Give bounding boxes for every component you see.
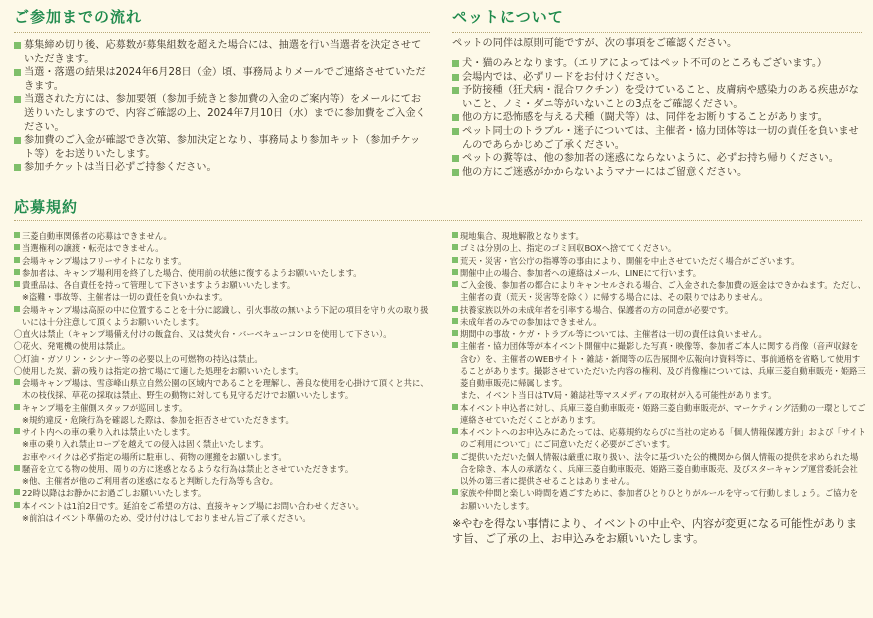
- list-item: ペット同士のトラブル・迷子については、主催者・協力団体等は一切の責任を負いませんのであらかじめご了承ください。: [452, 125, 862, 152]
- list-item: 未成年者のみでの参加はできません。: [452, 316, 866, 328]
- list-item: 扶養家族以外の未成年者を引率する場合、保護者の方の同意が必要です。: [452, 304, 866, 316]
- rules-right-column: [452, 230, 866, 546]
- list-item: ※規約違反・危険行為を確認した際は、参加を拒否させていただきます。: [22, 414, 294, 425]
- list-item: 当選された方には、参加要領（参加手続きと参加費の入金のご案内等）をメールにてお送りいたしますので、内容ご確認の上、2024年7月10日（水）までに参加費をご入金ください。: [14, 93, 430, 134]
- list-item: 騒音を立てる物の使用、周りの方に迷惑となるような行為は禁止とさせていただきます。: [14, 463, 434, 475]
- list-item: 当選・落選の結果は2024年6月28日（金）頃、事務局よりメールでご連絡させていただきます。: [14, 66, 430, 93]
- list-item: ご提供いただいた個人情報は厳重に取り扱い、法令に基づいた公的機関から個人情報の提供を求められた場合を除き、本人の承諾なく、兵庫三菱自動車販売、姫路三菱自動車販売、及びスターキャンプ運営委託会社以外の第三者に提供させることはありません。: [452, 451, 866, 488]
- list-item: 会場キャンプ場はフリーサイトになります。: [14, 255, 434, 267]
- rules-note: ※やむを得ない事情により、イベントの中止や、内容が変更になる可能性があります旨、ご了承の上、お申込みをお願いいたします。: [452, 516, 857, 545]
- list-item: ご入金後、参加者の都合によりキャンセルされる場合、ご入金された参加費の返金はできかねます。ただし、主催者の責（荒天・災害等を除く）に帰する場合には、その限りではありません。: [452, 279, 866, 304]
- list-item: 本イベントは1泊2日です。延泊をご希望の方は、直接キャンプ場にお問い合わせください。: [14, 500, 434, 512]
- list-item: 〇使用した炭、薪の残りは指定の捨て場にて適した処理をお願いいたします。: [14, 365, 304, 376]
- list-item: 他の方に恐怖感を与える犬種（闘犬等）は、同伴をお断りすることがあります。: [452, 111, 862, 125]
- rules-left-column: [14, 230, 434, 524]
- list-item: 荒天・災害・官公庁の指導等の事由により、開催を中止させていただく場合がございます。: [452, 255, 866, 267]
- list-item: 現地集合、現地解散となります。: [452, 230, 866, 242]
- rules-divider: [14, 220, 862, 222]
- list-item: 主催者・協力団体等が本イベント開催中に撮影した写真・映像等、参加者ご本人に関する肖像（音声収録を含む）を、主催者のWEBサイト・雑誌・新聞等の広告展開や広報向け資料等に、事前通格を省略して使用することがあります。撮影させていただいた内容の権利、及び肖像権については、兵庫三菱自動車販売・姫路三菱自動車販売に帰属します。: [452, 340, 866, 389]
- list-item: ※他、主催者が他のご利用者の迷惑になると判断した行為等も含む。: [22, 476, 278, 486]
- list-item: 会場キャンプ場は高原の中に位置することを十分に認識し、引火事故の無いよう下記の項目を守り火の取り扱いには十分注意して頂くようお願いいたします。: [14, 304, 434, 329]
- list-item: 22時以降はお静かにお過ごしお願いいたします。: [14, 487, 434, 499]
- list-item: 犬・猫のみとなります。（エリアによってはペット不可のところもございます。）: [452, 57, 862, 71]
- flow-section: [14, 6, 430, 175]
- list-item: 〇直火は禁止（キャンプ場備え付けの飯盒台、又は焚火台・バーベキューコンロを使用して下さい）。: [14, 329, 392, 339]
- list-item: 本イベント申込者に対し、兵庫三菱自動車販売・姫路三菱自動車販売が、マーケティング活動の一環としてご連絡させていただくことがあります。: [452, 402, 866, 427]
- list-item: 開催中止の場合、参加者への連絡はメール、LINEにて行います。: [452, 267, 866, 279]
- list-item: 当選権利の譲渡・転売はできません。: [14, 242, 434, 254]
- list-item: 三菱自動車関係者の応募はできません。: [14, 230, 434, 242]
- rules-right-list: [452, 230, 866, 512]
- pets-intro: ペットの同伴は原則可能ですが、次の事項をご確認ください。: [452, 38, 738, 49]
- list-item: 予防接種（狂犬病・混合ワクチン）を受けていること、皮膚病や感染力のある疾患がないこと、ノミ・ダニ等がいないことの3点をご確認ください。: [452, 84, 862, 111]
- list-item: 参加チケットは当日必ずご持参ください。: [14, 161, 430, 175]
- rules-title: 応募規約: [14, 198, 79, 216]
- list-item: 貴重品は、各自責任を持って管理して下さいますようお願いいたします。: [14, 279, 434, 291]
- list-item: 期間中の事故・ケガ・トラブル等については、主催者は一切の責任は負いません。: [452, 328, 866, 340]
- list-item: 参加者は、キャンプ場利用を終了した場合、使用前の状態に復するようお願いいたします。: [14, 267, 434, 279]
- list-item: 会場キャンプ場は、雪彦峰山県立自然公園の区域内であることを理解し、善良な使用を心掛けて頂くと共に、木の枝伐採、草花の採取は禁止、野生の動物に対しても見守るだけでお願いいたします。: [14, 377, 434, 402]
- list-item: 本イベントへのお申込みにあたっては、応募規約ならびに当社の定める「個人情報保護方針」および「サイトのご利用について」にご同意いただく必要がございます。: [452, 426, 866, 451]
- rules-section: [14, 196, 864, 218]
- list-item: 他の方にご迷惑がかからないようマナーにはご留意ください。: [452, 166, 862, 180]
- pets-divider: [452, 32, 862, 34]
- list-item: また、イベント当日はTV局・雑誌社等マスメディアの取材が入る可能性があります。: [460, 390, 777, 401]
- flow-divider: [14, 32, 430, 34]
- list-item: ※前泊はイベント準備のため、受け付けはしておりません旨ご了承ください。: [22, 512, 311, 523]
- list-item: サイト内への車の乗り入れは禁止いたします。: [14, 426, 434, 438]
- list-item: 参加費のご入金が確認でき次第、参加決定となり、事務局より参加キット（参加チケット等）をお送りいたします。: [14, 134, 430, 161]
- list-item: 会場内では、必ずリードをお付けください。: [452, 71, 862, 85]
- list-item: キャンプ場を主催側スタッフが巡回します。: [14, 402, 434, 414]
- list-item: ※車の乗り入れ禁止ロープを越えての侵入は固く禁止いたします。: [22, 439, 269, 450]
- pets-section: [452, 6, 862, 179]
- list-item: ゴミは分別の上、指定のゴミ回収BOXへ捨ててください。: [452, 242, 866, 254]
- list-item: 募集締め切り後、応募数が募集組数を超えた場合には、抽選を行い当選者を決定させていただきます。: [14, 39, 430, 66]
- rules-left-list: [14, 230, 434, 524]
- list-item: 家族や仲間と楽しい時間を過ごすために、参加者ひとりひとりがルールを守って行動しましょう。ご協力をお願いいたします。: [452, 487, 866, 512]
- pets-title: ペットについて: [452, 8, 564, 26]
- flow-list: [14, 39, 430, 175]
- pets-list: [452, 57, 862, 179]
- list-item: ※盗難・事故等、主催者は一切の責任を負いかねます。: [22, 292, 228, 303]
- list-item: 〇花火、発電機の使用は禁止。: [14, 341, 131, 352]
- list-item: 〇灯油・ガソリン・シンナー等の必要以上の可燃物の持込は禁止。: [14, 353, 263, 364]
- list-item: ペットの糞等は、他の参加者の迷惑にならないように、必ずお持ち帰りください。: [452, 152, 862, 166]
- flow-title: ご参加までの流れ: [14, 8, 143, 26]
- list-item: お車やバイクは必ず指定の場所に駐車し、荷物の運搬をお願いします。: [22, 451, 287, 462]
